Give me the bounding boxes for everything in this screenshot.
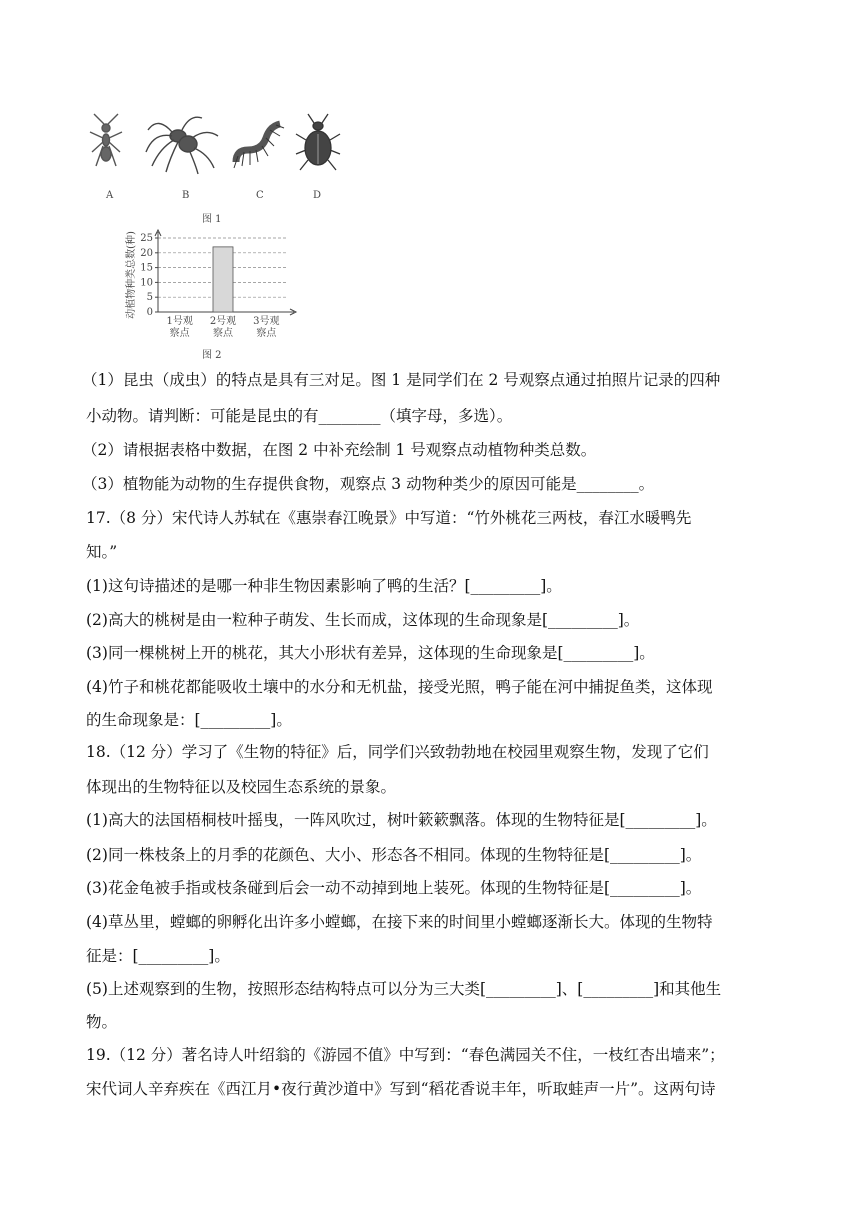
y-axis-label: 动植物种类总数(种) [126, 231, 137, 319]
figure-1-label-b: B [182, 190, 190, 201]
figure-2-caption: 图 2 [202, 350, 222, 361]
figure-1-label-a: A [106, 190, 114, 201]
x-category-label: 察点 [256, 328, 277, 339]
animal-d-icon [296, 114, 340, 170]
y-tick-label: 20 [140, 247, 153, 259]
x-category-label: 察点 [213, 328, 233, 339]
q16-part1-line2: 小动物。请判断：可能是昆虫的有________（填字母，多选）。 [86, 407, 513, 425]
q18-part5-line2: 物。 [86, 1013, 118, 1031]
figure-1-label-c: C [256, 190, 264, 201]
q18-part2: (2)同一株枝条上的月季的花颜色、大小、形态各不相同。体现的生物特征是[_________]。 [86, 846, 702, 864]
x-category-label: 察点 [169, 328, 190, 339]
figure-2 [118, 226, 308, 361]
q16-part2: （2）请根据表格中数据，在图 2 中补充绘制 1 号观察点动植物种类总数。 [82, 441, 597, 459]
y-tick-label: 25 [140, 233, 153, 244]
y-tick-label: 0 [146, 307, 153, 318]
q17-part1: (1)这句诗描述的是哪一种非生物因素影响了鸭的生活？[_________]。 [86, 577, 562, 595]
y-tick-label: 10 [140, 277, 153, 289]
q18-part3: (3)花金龟被手指或枝条碰到后会一动不动掉到地上装死。体现的生物特征是[_________]。 [86, 879, 702, 897]
q18-part4-line2: 征是：[_________]。 [86, 947, 230, 965]
x-category-label: 2号观 [209, 316, 237, 327]
q17-part3: (3)同一棵桃树上开的桃花，其大小形状有差异，这体现的生命现象是[_________]。 [86, 644, 655, 662]
figure-1-animals [86, 110, 346, 190]
q19-stem-line2: 宋代词人辛弃疾在《西江月•夜行黄沙道中》写到“稻花香说丰年，听取蛙声一片”。这两句诗 [86, 1080, 716, 1098]
q17-part4-line1: (4)竹子和桃花都能吸收土壤中的水分和无机盐，接受光照，鸭子能在河中捕捉鱼类，这体现 [86, 678, 713, 696]
bar-2 [213, 247, 233, 312]
x-category-label: 3号观 [253, 316, 280, 327]
y-tick-label: 5 [146, 292, 153, 304]
animal-b-icon [146, 117, 218, 174]
x-category-label: 1号观 [166, 316, 193, 327]
q18-part5-line1: (5)上述观察到的生物，按照形态结构特点可以分为三大类[_________]、[_________]和其他生 [86, 980, 722, 998]
q19-stem-line1: 19.（12 分）著名诗人叶绍翁的《游园不值》中写到：“春色满园关不住，一枝红杏出墙来”； [86, 1046, 725, 1064]
q16-part1-line1: （1）昆虫（成虫）的特点是具有三对足。图 1 是同学们在 2 号观察点通过拍照片记录的四种 [82, 371, 721, 389]
q16-part3: （3）植物能为动物的生存提供食物，观察点 3 动物种类少的原因可能是________。 [82, 475, 655, 493]
figure-1-caption: 图 1 [202, 214, 222, 225]
q18-part4-line1: (4)草丛里，螳螂的卵孵化出许多小螳螂，在接下来的时间里小螳螂逐渐长大。体现的生物特 [86, 913, 713, 931]
q18-part1: (1)高大的法国梧桐枝叶摇曳，一阵风吹过，树叶簌簌飘落。体现的生物特征是[_________]。 [86, 811, 717, 829]
q18-stem-line1: 18.（12 分）学习了《生物的特征》后，同学们兴致勃勃地在校园里观察生物，发现了它们 [86, 743, 709, 761]
y-tick-label: 15 [140, 262, 153, 274]
figure-1 [86, 110, 346, 225]
q17-stem-line2: 知。” [86, 543, 118, 561]
q17-stem-line1: 17.（8 分）宋代诗人苏轼在《惠崇春江晚景》中写道：“竹外桃花三两枝，春江水暖鸭先 [86, 509, 692, 527]
q17-part2: (2)高大的桃树是由一粒种子萌发、生长而成，这体现的生命现象是[_________]。 [86, 611, 640, 629]
figure-2-chart [118, 226, 308, 346]
q17-part4-line2: 的生命现象是：[_________]。 [86, 711, 292, 729]
animal-c-icon [234, 124, 284, 168]
animal-a-icon [90, 114, 122, 166]
q18-stem-line2: 体现出的生物特征以及校园生态系统的景象。 [86, 778, 397, 796]
figure-1-label-d: D [313, 190, 322, 201]
